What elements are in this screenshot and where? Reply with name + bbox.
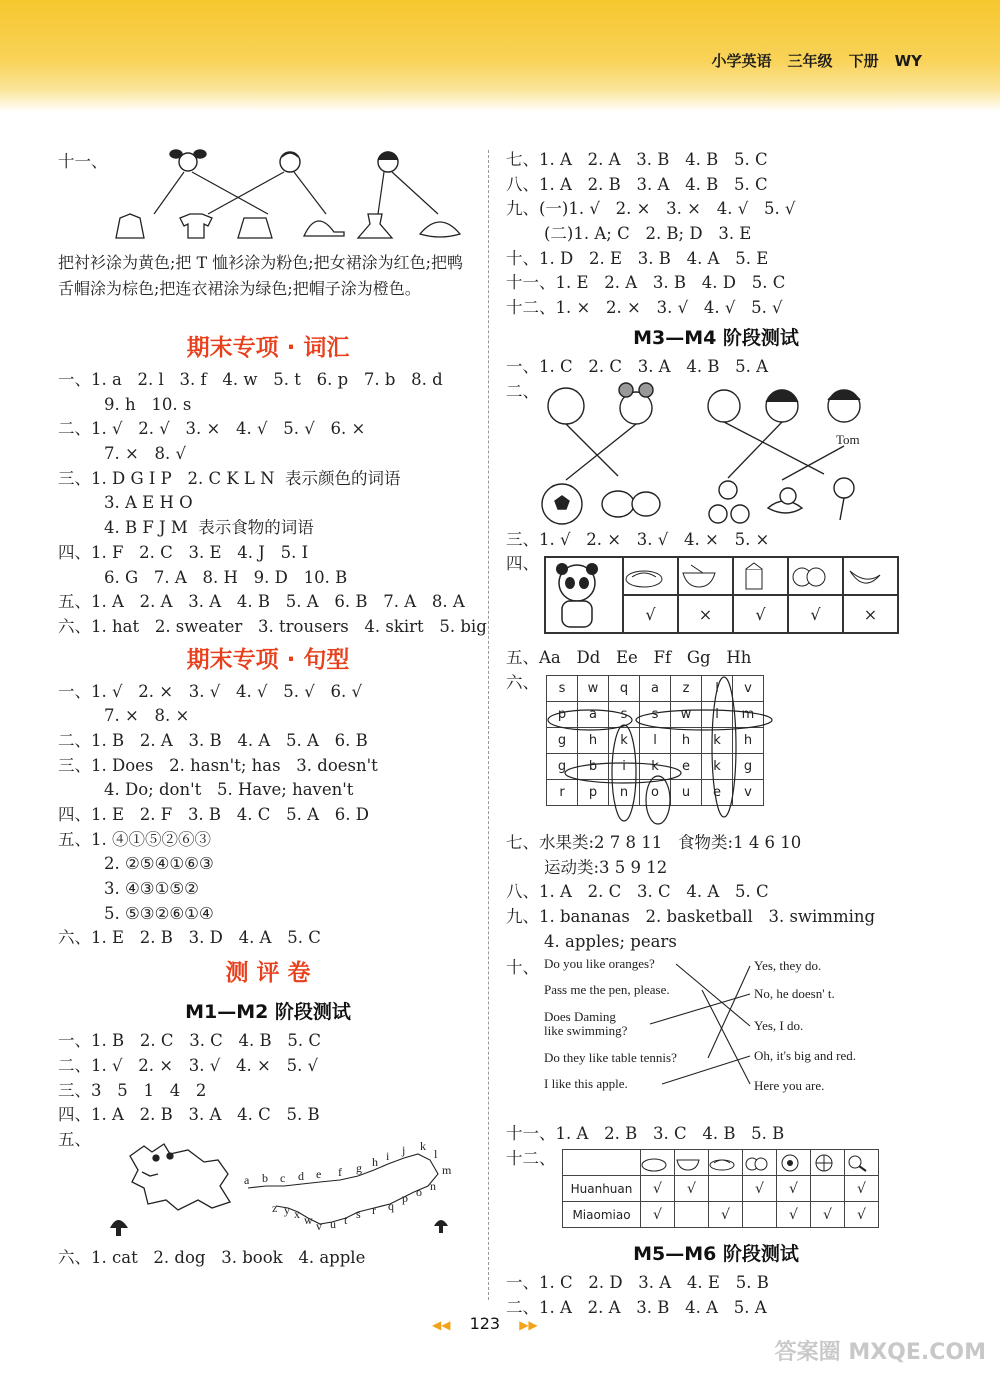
after-grid-line: 运动类:3 5 9 12: [544, 857, 668, 877]
header-term: 下册: [848, 52, 879, 70]
noodle-bowl-icon: [678, 557, 733, 595]
circle-sick: [612, 725, 636, 821]
hobby-mark: [709, 1176, 743, 1202]
q4-mark: √: [733, 595, 788, 633]
svg-text:t: t: [344, 1212, 348, 1227]
q4-mark: √: [788, 595, 843, 633]
q10-left-sentence: Pass me the pen, please.: [544, 982, 670, 998]
vocab-line: 二、1. √ 2. √ 3. × 4. √ 5. √ 6. ×: [58, 419, 366, 439]
q11-label: 十一、: [58, 152, 108, 171]
q10-match-lines-svg: [506, 954, 926, 1122]
svg-text:c: c: [280, 1170, 286, 1185]
prev-arrows-icon: ◀◀: [432, 1318, 451, 1332]
q10-right-reply: No, he doesn' t.: [754, 986, 835, 1002]
clothes-matching-svg: [58, 148, 478, 250]
right-column: [506, 148, 926, 1320]
m12-line: 四、1. A 2. B 3. A 4. C 5. B: [58, 1105, 320, 1125]
oranges-icon: [788, 557, 843, 595]
hobby-mark: √: [743, 1176, 777, 1202]
sentence-line: 5. ⑤③②⑥①④: [104, 903, 214, 923]
boy-face-icon: [280, 152, 300, 172]
hobby-mark: [743, 1202, 777, 1228]
svg-text:n: n: [430, 1178, 436, 1193]
q2-label: 二、: [506, 381, 539, 401]
wolf-outline-icon: [130, 1144, 230, 1210]
grid-cell: u: [671, 779, 702, 805]
hobby-mark: √: [777, 1176, 811, 1202]
vocab-line: 9. h 10. s: [104, 394, 192, 414]
circle-in: [646, 776, 670, 824]
vocab-line: 五、1. A 2. A 3. A 4. B 5. A 6. B 7. A 8. A: [58, 592, 465, 612]
m56-line: 一、1. C 2. D 3. A 4. E 5. B: [506, 1273, 769, 1292]
vocab-line: 3. A E H O: [104, 493, 193, 513]
m56-line: 二、1. A 2. A 3. B 4. A 5. A: [506, 1297, 767, 1317]
hat-icon: [420, 222, 460, 237]
m56-title: M5—M6 阶段测试: [633, 1243, 799, 1265]
grid-cell: k: [702, 727, 733, 753]
header-edition: WY: [894, 52, 922, 70]
q4-mark: ×: [843, 595, 898, 633]
q2-match-lines: [566, 422, 844, 480]
grid-cell: s: [609, 701, 640, 727]
svg-text:b: b: [262, 1170, 268, 1185]
grid-cell: i: [609, 753, 640, 779]
q5-label: 五、: [58, 1129, 91, 1149]
vocab-line: 7. × 8. √: [104, 444, 187, 464]
m34-q1: 一、1. C 2. C 3. A 4. B 5. A: [506, 356, 769, 376]
q11-instruction: 把衬衫涂为黄色;把 T 恤衫涂为粉色;把女裙涂为红色;把鸭舌帽涂为棕色;把连衣裙涂为绿色;把帽子涂为橙色。: [58, 253, 464, 298]
grid-cell: v: [733, 675, 764, 701]
grid-cell: s: [640, 701, 671, 727]
page-number: 123: [469, 1314, 501, 1333]
circle-swim: [636, 710, 772, 730]
column-divider: [488, 150, 489, 1300]
grid-circles-svg: [546, 675, 826, 835]
runner-icon: [834, 478, 854, 498]
q4-mark: √: [623, 595, 678, 633]
m12-line: 三、3 5 1 4 2: [58, 1080, 207, 1100]
panda-icon: [545, 557, 623, 633]
q10-left-sentence: I like this apple.: [544, 1076, 628, 1092]
grid-cell: e: [702, 779, 733, 805]
svg-text:v: v: [316, 1218, 322, 1233]
hobby-mark: √: [709, 1202, 743, 1228]
after-grid-line: 八、1. A 2. C 3. C 4. A 5. C: [506, 882, 769, 902]
q10-right-reply: Here you are.: [754, 1078, 825, 1094]
hobby-mark: √: [845, 1176, 879, 1202]
q10-left-sentence: Do you like oranges?: [544, 956, 655, 972]
q4-label: 四、: [506, 554, 539, 574]
ping-pong-icon: [845, 1150, 879, 1176]
row-name: Miaomiao: [563, 1202, 641, 1228]
q11-matching-picture: [58, 148, 478, 250]
noodle-dish-icon: [709, 1150, 743, 1176]
svg-text:u: u: [330, 1216, 336, 1231]
girl-bow-icon: [170, 150, 206, 171]
right-top-line: 十一、1. E 2. A 3. B 4. D 5. C: [506, 273, 786, 293]
q4-food-table: [506, 552, 926, 646]
circle-pass: [548, 710, 632, 730]
grid-cell: g: [547, 727, 578, 753]
right-top-line: 七、1. A 2. A 3. B 4. B 5. C: [506, 150, 768, 169]
circle-like: [712, 677, 736, 817]
hobby-mark: [811, 1176, 845, 1202]
q10-left-sentence: like swimming?: [544, 1023, 628, 1039]
sentence-line: 7. × 8. ×: [104, 706, 190, 726]
svg-text:p: p: [402, 1190, 408, 1205]
q2-matching-picture: [506, 380, 926, 528]
vocab-line: 一、1. a 2. l 3. f 4. w 5. t 6. p 7. b 8. d: [58, 370, 443, 389]
grid-cell: k: [640, 753, 671, 779]
grid-cell: g: [733, 753, 764, 779]
skirt-icon: [238, 218, 272, 238]
q10-left-sentence: Do they like table tennis?: [544, 1050, 677, 1066]
hobby-mark: √: [845, 1202, 879, 1228]
vocab-title: 期末专项 · 词汇: [186, 335, 350, 361]
q6-word-grid: [506, 671, 926, 831]
m12-line: 一、1. B 2. C 3. C 4. B 5. C: [58, 1031, 322, 1051]
hobby-mark: [675, 1202, 709, 1228]
q10-left-sentence: Does Daming: [544, 1009, 616, 1025]
sentence-line: 一、1. √ 2. × 3. √ 4. √ 5. √ 6. √: [58, 681, 362, 701]
sentence-line: 2. ②⑤④①⑥③: [104, 854, 214, 874]
tom-label: Tom: [836, 431, 860, 447]
right-top-line: (二)1. A; C 2. B; D 3. E: [544, 224, 752, 244]
girl-hair-icon: [378, 152, 398, 172]
boy-spiky-icon: [548, 388, 584, 424]
svg-text:q: q: [388, 1198, 394, 1213]
q11-match-lines: [154, 172, 438, 214]
m12-title: M1—M2 阶段测试: [185, 1001, 351, 1024]
wolf-dots-svg: [58, 1128, 478, 1246]
m12-last-line: 六、1. cat 2. dog 3. book 4. apple: [58, 1247, 366, 1267]
q6-label: 六、: [506, 672, 539, 692]
after-grid-line: 九、1. bananas 2. basketball 3. swimming: [506, 906, 876, 926]
svg-text:x: x: [294, 1206, 300, 1221]
sentence-line: 六、1. E 2. B 3. D 4. A 5. C: [58, 928, 321, 948]
grid-cell: h: [578, 727, 609, 753]
grid-cell: m: [733, 701, 764, 727]
vocab-line: 六、1. hat 2. sweater 3. trousers 4. skirt 5. big: [58, 616, 487, 636]
grid-cell: i: [702, 701, 733, 727]
q10-right-reply: Yes, I do.: [754, 1018, 804, 1034]
milk-carton-icon: [733, 557, 788, 595]
sentence-title: 期末专项 · 句型: [186, 646, 350, 673]
grid-cell: l: [702, 675, 733, 701]
right-top-line: 十二、1. × 2. × 3. √ 4. √ 5. √: [506, 298, 783, 318]
grid-cell: h: [733, 727, 764, 753]
tshirt-icon: [180, 214, 212, 238]
vocab-line: 三、1. D G I P 2. C K L N 表示颜色的词语: [58, 468, 401, 488]
q12-label: 十二、: [506, 1149, 556, 1168]
vocab-line: 4. B F J M 表示食物的词语: [104, 518, 314, 538]
grid-cell: b: [578, 753, 609, 779]
grid-cell: w: [671, 701, 702, 727]
plate-food-icon: [641, 1150, 675, 1176]
grid-cell: o: [640, 779, 671, 805]
q5-dot-to-dot-picture: [58, 1128, 478, 1246]
svg-text:a: a: [244, 1172, 250, 1187]
hobby-mark: √: [641, 1202, 675, 1228]
svg-text:k: k: [420, 1138, 426, 1153]
q12-hobby-table: [506, 1147, 926, 1237]
grid-cell: r: [547, 779, 578, 805]
soccer-ball-icon: [777, 1150, 811, 1176]
m34-q5: 五、Aa Dd Ee Ff Gg Hh: [506, 648, 752, 668]
q10-sentence-matching: [506, 954, 926, 1122]
grid-cell: l: [640, 727, 671, 753]
next-arrows-icon: ▶▶: [519, 1318, 538, 1332]
svg-text:z: z: [272, 1200, 278, 1215]
left-column: [58, 148, 487, 1271]
grid-cell: n: [609, 779, 640, 805]
grid-cell: a: [640, 675, 671, 701]
grid-cell: e: [671, 753, 702, 779]
sentence-line: 二、1. B 2. A 3. B 4. A 5. A 6. B: [58, 730, 368, 750]
q10-right-reply: Yes, they do.: [754, 958, 822, 974]
grid-cell: q: [609, 675, 640, 701]
svg-text:o: o: [416, 1184, 422, 1199]
grid-cell: w: [578, 675, 609, 701]
grid-cell: k: [702, 753, 733, 779]
basketball-icon: [811, 1150, 845, 1176]
grid-cell: k: [609, 727, 640, 753]
svg-text:f: f: [338, 1164, 342, 1179]
fruit-icon: [743, 1150, 777, 1176]
clothes-row-icons: [116, 214, 460, 238]
svg-text:g: g: [356, 1160, 362, 1175]
sentence-line: 3. ④③①⑤②: [104, 879, 199, 899]
grid-cell: a: [578, 701, 609, 727]
sentence-line: 五、1. ④①⑤②⑥③: [58, 829, 211, 849]
grid-cell: g: [547, 753, 578, 779]
rice-bowl-icon: [675, 1150, 709, 1176]
bike-icon: [709, 505, 727, 523]
svg-text:h: h: [372, 1154, 378, 1169]
hobby-mark: √: [675, 1176, 709, 1202]
dress-icon: [358, 214, 392, 238]
hobby-mark: √: [641, 1176, 675, 1202]
bananas-icon: [843, 557, 898, 595]
kids-head-icons: [548, 383, 860, 424]
svg-text:s: s: [356, 1206, 361, 1221]
page-footer: [432, 1314, 538, 1333]
mushroom-icons: [110, 1220, 448, 1236]
m34-q3: 三、1. √ 2. × 3. √ 4. × 5. ×: [506, 529, 770, 549]
noodle-plate-icon: [623, 557, 678, 595]
q4-mark: ×: [678, 595, 733, 633]
after-grid-line: 七、水果类:2 7 8 11 食物类:1 4 6 10: [506, 832, 802, 852]
circle-bike: [565, 763, 681, 783]
grid-cell: z: [671, 675, 702, 701]
sentence-line: 四、1. E 2. F 3. B 4. C 5. A 6. D: [58, 805, 369, 824]
grid-cell: p: [578, 779, 609, 805]
test-section-title: 测 评 卷: [225, 960, 311, 987]
cap-icon: [304, 221, 344, 236]
svg-text:e: e: [316, 1166, 322, 1181]
q10-label: 十、: [506, 958, 539, 978]
grid-cell: s: [547, 675, 578, 701]
grid-cell: h: [671, 727, 702, 753]
sports-matching-svg: [506, 380, 926, 528]
m34-q11: 十一、1. A 2. B 3. C 4. B 5. B: [506, 1124, 785, 1144]
after-grid-line: 4. apples; pears: [544, 931, 677, 951]
svg-text:i: i: [386, 1148, 390, 1163]
header-grade: 三年级: [787, 52, 833, 70]
activity-icons: [542, 478, 854, 524]
svg-text:m: m: [442, 1162, 452, 1177]
svg-text:r: r: [372, 1202, 376, 1217]
shirt-icon: [116, 214, 144, 238]
svg-text:l: l: [434, 1146, 438, 1161]
svg-text:y: y: [284, 1202, 290, 1217]
watermark: 答案圈 MXQE.COM: [774, 1340, 986, 1365]
running-header: [696, 50, 922, 71]
grid-cell: p: [547, 701, 578, 727]
vocab-line: 四、1. F 2. C 3. E 4. J 5. I: [58, 542, 309, 562]
sentence-line: 4. Do; don't 5. Have; haven't: [104, 780, 354, 800]
svg-text:w: w: [304, 1212, 313, 1227]
sentence-line: 三、1. Does 2. hasn't; has 3. doesn't: [58, 755, 378, 775]
grid-cell: v: [733, 779, 764, 805]
bun-icon: [602, 491, 634, 517]
header-subject: 小学英语: [711, 52, 772, 70]
hobby-mark: √: [777, 1202, 811, 1228]
vocab-line: 6. G 7. A 8. H 9. D 10. B: [104, 567, 348, 587]
hobby-table: [562, 1149, 879, 1228]
hobby-mark: √: [811, 1202, 845, 1228]
q10-right-reply: Oh, it's big and red.: [754, 1048, 856, 1064]
row-name: Huanhuan: [563, 1176, 641, 1202]
svg-text:j: j: [402, 1142, 406, 1157]
m12-line: 二、1. √ 2. × 3. √ 4. × 5. √: [58, 1055, 319, 1075]
bald-boy-icon: [708, 390, 740, 422]
right-top-line: 十、1. D 2. E 3. B 4. A 5. E: [506, 248, 769, 268]
right-top-line: 八、1. A 2. B 3. A 4. B 5. C: [506, 174, 768, 194]
svg-text:d: d: [298, 1168, 304, 1183]
m34-title: M3—M4 阶段测试: [633, 326, 799, 349]
food-like-table: [544, 556, 899, 634]
right-top-line: 九、(一)1. √ 2. × 3. × 4. √ 5. √: [506, 199, 796, 219]
